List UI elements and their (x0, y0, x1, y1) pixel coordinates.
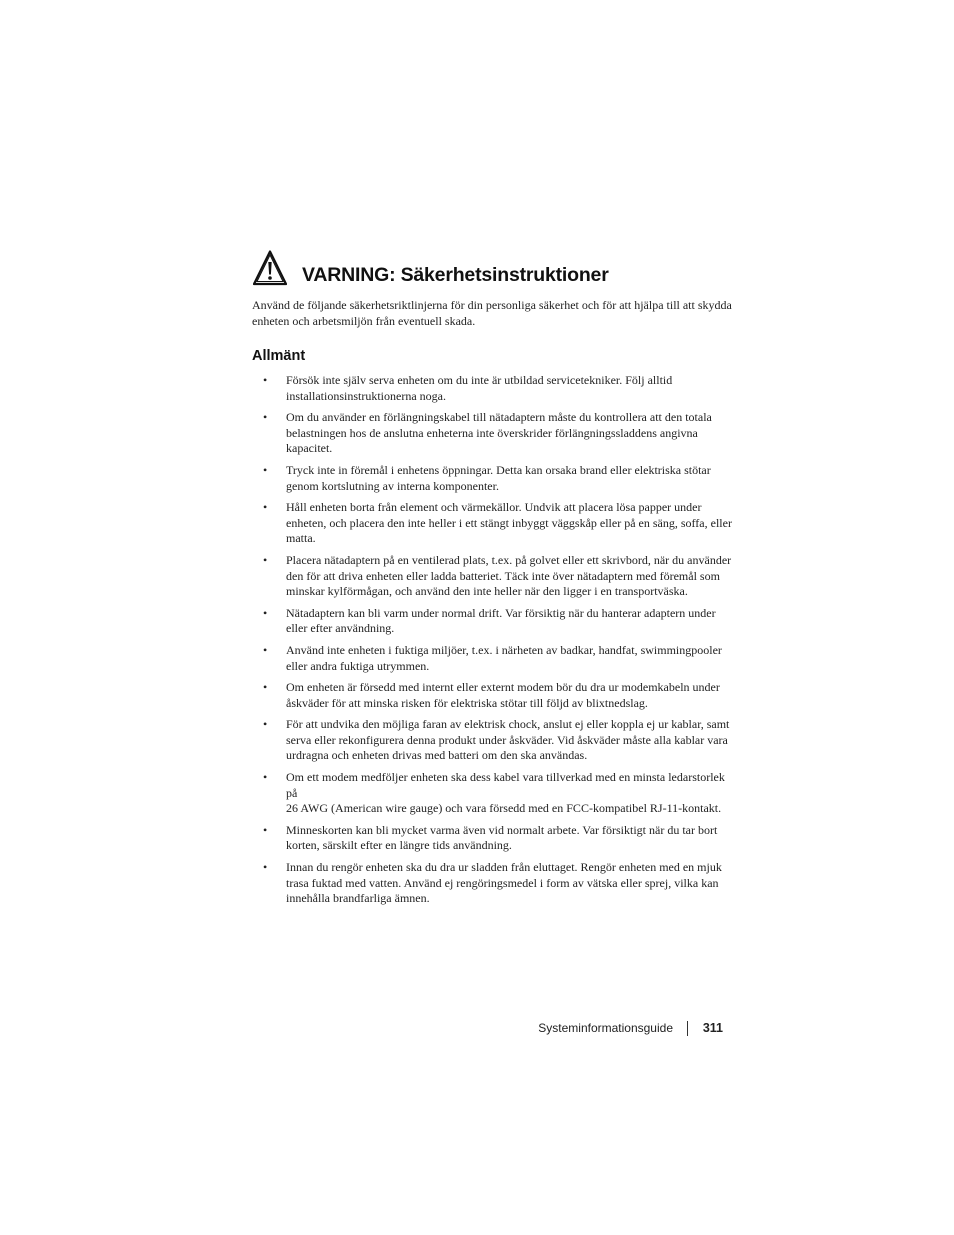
title-row (253, 250, 733, 290)
list-item-text: Håll enheten borta från element och värmekällor. Undvik att placera lösa papper under enheten, och placera den inte heller i ett stängt inbyggt väggskåp eller på en säng, soffa, eller matta. (286, 500, 732, 546)
list-item (252, 717, 732, 764)
bullet-mark: • (263, 770, 268, 785)
list-item-text: Försök inte själv serva enheten om du inte är utbildad servicetekniker. Följ alltid installationsinstruktionerna noga. (286, 373, 673, 403)
safety-list (252, 373, 732, 913)
intro-paragraph: Använd de följande säkerhetsriktlinjerna för din personliga säkerhet och för att hjälpa till att skydda enheten och arbetsmiljön från eventuell skada. (252, 298, 732, 328)
list-item (252, 606, 732, 637)
bullet-mark: • (263, 552, 268, 567)
footer-divider (687, 1021, 688, 1036)
list-item-text: Innan du rengör enheten ska du dra ur sladden från eluttaget. Rengör enheten med en mjuk trasa fuktad med vatten. Använd ej rengöringsmedel i form av vätska eller sprej, vilka kan innehålla brandfarliga ämnen. (286, 860, 722, 906)
list-item (252, 680, 732, 711)
bullet-mark: • (263, 822, 268, 837)
bullet-mark: • (263, 410, 268, 425)
list-item-text: Använd inte enheten i fuktiga miljöer, t.ex. i närheten av badkar, handfat, swimmingpooler eller andra fuktiga utrymmen. (286, 642, 722, 673)
bullet-mark: • (263, 462, 268, 477)
list-item (252, 410, 732, 457)
page-footer (480, 1019, 725, 1039)
list-item (252, 860, 732, 907)
footer-guide-title: Systeminformationsguide (538, 1021, 673, 1035)
bullet-mark: • (263, 500, 268, 515)
bullet-mark: • (263, 680, 268, 695)
list-item-text: Minneskorten kan bli mycket varma även vid normalt arbete. Var försiktigt när du tar bort korten, särskilt efter en längre tids användning. (286, 822, 718, 853)
bullet-mark: • (263, 605, 268, 620)
bullet-mark: • (263, 373, 268, 387)
list-item-text: Tryck inte in föremål i enhetens öppningar. Detta kan orsaka brand eller elektriska stötar genom kortslutning av interna komponenter. (286, 462, 711, 493)
list-item-text: För att undvika den möjliga faran av elektrisk chock, anslut ej eller koppla ej ur kablar, samt serva eller rekonfigurera denna produkt under åskväder. Vid åskväder måste alla kablar vara urdragna och enheten drivas med batteri om den ska användas. (286, 717, 730, 763)
list-item-text: Om enheten är försedd med internt eller externt modem bör du dra ur modemkabeln under åskväder för att minska risken för elektriska stötar till följd av blixtnedslag. (286, 680, 720, 710)
page-title: VARNING: Säkerhetsinstruktioner (302, 264, 609, 286)
list-item-text: Nätadaptern kan bli varm under normal drift. Var försiktig när du hanterar adaptern under eller efter användning. (286, 605, 716, 636)
list-item (252, 643, 732, 674)
page-number: 311 (702, 1021, 723, 1035)
list-item (252, 770, 732, 817)
list-item-text: Om du använder en förlängningskabel till nätadaptern måste du kontrollera att den totala belastningen hos de anslutna enheterna inte överskrider förlängningssladdens angivna kapacitet. (286, 410, 712, 456)
warning-triangle-icon (253, 250, 287, 286)
bullet-mark: • (263, 717, 268, 732)
list-item (252, 463, 732, 494)
section-heading: Allmänt (252, 348, 306, 364)
list-item (252, 373, 732, 404)
list-item (252, 500, 732, 547)
list-item-text: Om ett modem medföljer enheten ska dess kabel vara tillverkad med en minsta ledarstorlek på 26 AWG (American wire gauge) och vara försedd med en FCC-kompatibel RJ-11-kontakt. (286, 770, 725, 816)
list-item-text: Placera nätadaptern på en ventilerad plats, t.ex. på golvet eller ett skrivbord, när du använder den för att driva enheten eller ladda batteriet. Täck inte över nätadaptern med föremål som minskar kylförmågan, och använd den inte heller när den ligger i en transportväska. (286, 552, 732, 599)
list-item (252, 823, 732, 854)
bullet-mark: • (263, 642, 268, 657)
list-item (252, 553, 732, 600)
bullet-mark: • (263, 860, 268, 875)
